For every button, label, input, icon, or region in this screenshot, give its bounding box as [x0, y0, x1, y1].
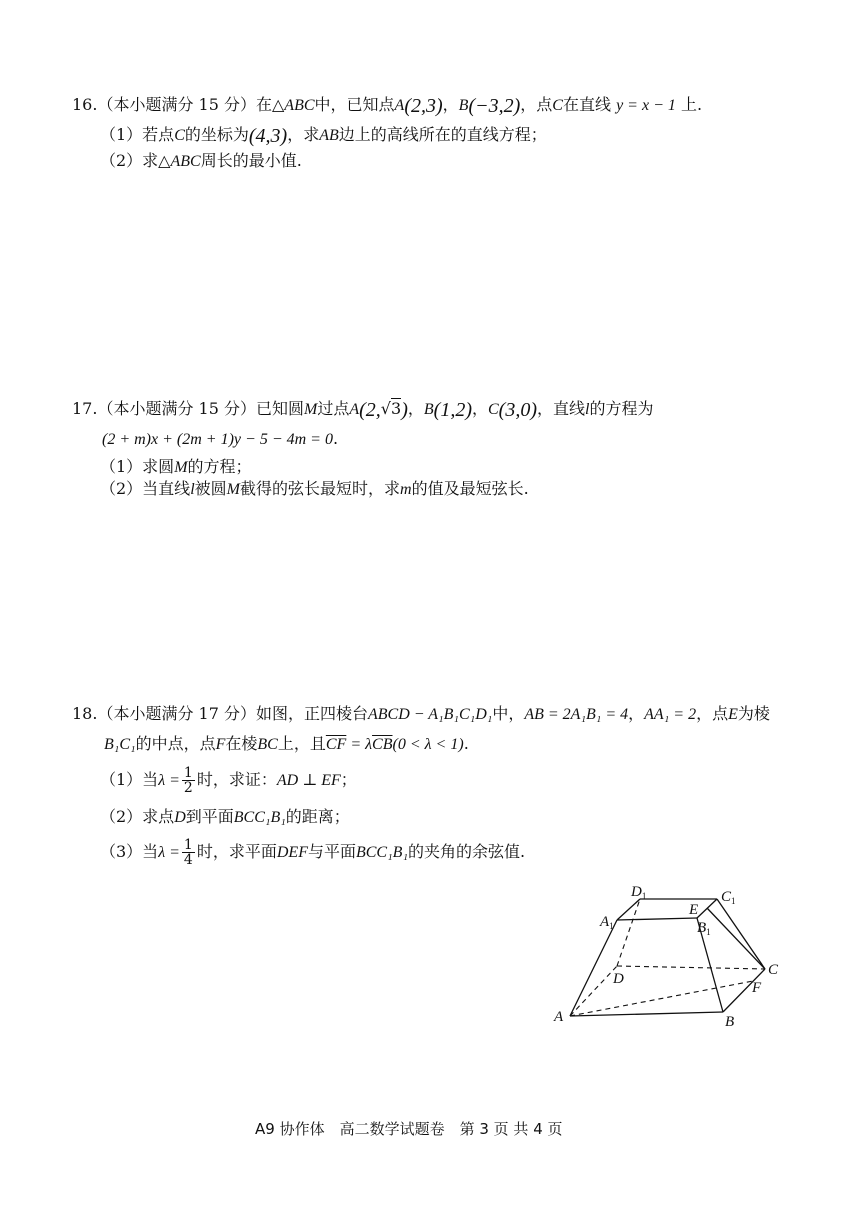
label-C1: $C_1$	[721, 889, 736, 906]
fraction-one-half: $\frac{1}{2}$	[183, 765, 193, 796]
q17-number: 17.	[72, 399, 98, 418]
label-B: B	[725, 1014, 735, 1030]
label-A: A	[554, 1009, 564, 1025]
edge-D1A1	[617, 899, 640, 920]
q18-stem: 18.（本小题满分 17 分）如图，正四棱台ABCD − A₁B₁C₁D₁中，AB = 2A₁B₁ = 4，AA₁ = 2，点E为棱	[72, 704, 770, 723]
q18-stem-cont: B₁C₁的中点，点F在棱BC上，且$\overline{CF} = \lambda\overline{CB}(0 < \lambda < 1)$.	[104, 734, 469, 753]
label-A1: $A_1$	[600, 914, 614, 931]
edge-DC	[617, 966, 765, 969]
label-B1: $B_1$	[697, 920, 711, 937]
label-D1: $D_1$	[631, 884, 647, 901]
q16-stem: 16.（本小题满分 15 分）在△ABC中，已知点A(2,3)，B(−3,2)，点C在直线 y = x − 1 上.	[72, 95, 703, 117]
q16-part1: （1）若点C的坐标为(4,3)，求AB边上的高线所在的直线方程；	[100, 125, 547, 147]
q18-part1: （1）当λ = $\frac{1}{2}$ 时，求证：AD ⊥ EF；	[100, 765, 357, 796]
fraction-one-quarter: $\frac{1}{4}$	[183, 837, 193, 868]
segment-EC	[707, 908, 765, 969]
label-C: C	[768, 962, 779, 978]
q18-number: 18.	[72, 704, 98, 723]
q17-stem: 17.（本小题满分 15 分）已知圆M过点A(2,√3)，B(1,2)，C(3,0)，直线l的方程为	[72, 399, 654, 421]
q17-equation: (2 + m)x + (2m + 1)y − 5 − 4m = 0.	[102, 429, 339, 448]
q18-part3: （3）当λ = $\frac{1}{4}$ 时，求平面DEF与平面BCC₁B₁的夹角的余弦值.	[100, 837, 526, 868]
q17-part1: （1）求圆M的方程；	[100, 457, 252, 476]
q18-part2: （2）求点D到平面BCC₁B₁的距离；	[100, 807, 350, 826]
label-D: D	[613, 971, 624, 987]
q17-part2: （2）当直线l被圆M截得的弦长最短时，求m的值及最短弦长.	[100, 479, 529, 498]
q16-part2: （2）求△ABC周长的最小值.	[100, 151, 302, 170]
page-footer: A9 协作体 高二数学试题卷 第 3 页 共 4 页	[255, 1120, 563, 1138]
edge-CC1	[717, 899, 765, 969]
label-F: F	[752, 980, 762, 996]
edge-AB	[570, 1012, 723, 1016]
frustum-figure	[545, 880, 795, 1030]
edge-A1B1	[617, 918, 697, 920]
edge-AA1	[570, 920, 617, 1016]
q16-number: 16.	[72, 95, 98, 114]
label-E: E	[689, 902, 699, 918]
